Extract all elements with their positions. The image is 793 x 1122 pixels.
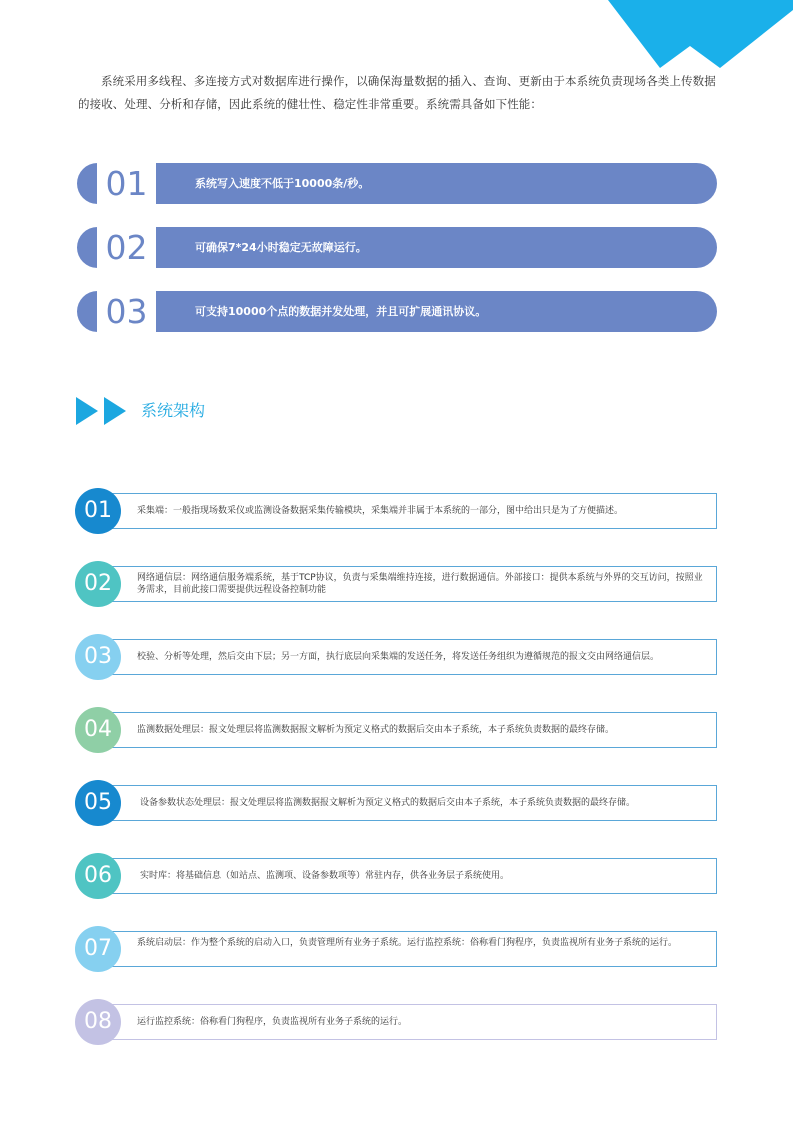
performance-text: 系统写入速度不低于10000条/秒。: [195, 177, 370, 190]
architecture-text: 系统启动层：作为整个系统的启动入口，负责管理所有业务子系统。运行监控系统：俗称看门狗程序，负责监视所有业务子系统的运行。: [137, 938, 678, 948]
architecture-number-badge: 02: [75, 561, 121, 607]
architecture-text: 校验、分析等处理，然后交由下层；另一方面，执行底层向采集端的发送任务，将发送任务组织为遵循规范的报文交由网络通信层。: [137, 652, 660, 662]
double-arrow-icon: [76, 397, 130, 425]
architecture-text: 设备参数状态处理层：报文处理层将监测数据报文解析为预定义格式的数据后交由本子系统，本子系统负责数据的最终存储。: [140, 798, 636, 808]
architecture-text: 网络通信层：网络通信服务端系统，基于TCP协议，负责与采集端维持连接，进行数据通信。外部接口：提供本系统与外界的交互访问，按照业务需求，目前此接口需要提供远程设备控制功能: [137, 573, 703, 595]
architecture-text: 实时库：将基础信息（如站点、监测项、设备参数项等）常驻内存，供各业务层子系统使用。: [140, 871, 510, 881]
architecture-number-badge: 05: [75, 780, 121, 826]
architecture-number-badge: 07: [75, 926, 121, 972]
corner-chevron-decoration: [0, 0, 793, 70]
architecture-number-badge: 03: [75, 634, 121, 680]
intro-paragraph: 系统采用多线程、多连接方式对数据库进行操作，以确保海量数据的插入、查询、更新由于本系统负责现场各类上传数据的接收、处理、分析和存储，因此系统的健壮性、稳定性非常重要。系统需具备如下性能：: [78, 74, 716, 111]
architecture-number-badge: 08: [75, 999, 121, 1045]
performance-item: [77, 227, 717, 268]
performance-text: 可支持10000个点的数据并发处理，并且可扩展通讯协议。: [195, 305, 487, 318]
performance-number: 01: [97, 163, 156, 204]
performance-item: [77, 163, 717, 204]
architecture-text: 运行监控系统：俗称看门狗程序，负责监视所有业务子系统的运行。: [137, 1017, 408, 1027]
architecture-number-badge: 04: [75, 707, 121, 753]
architecture-number-badge: 01: [75, 488, 121, 534]
section-title: 系统架构: [141, 401, 206, 420]
performance-text: 可确保7*24小时稳定无故障运行。: [195, 241, 367, 254]
architecture-text: 采集端：一般指现场数采仪或监测设备数据采集传输模块，采集端并非属于本系统的一部分，图中给出只是为了方便描述。: [137, 506, 624, 516]
architecture-number-badge: 06: [75, 853, 121, 899]
performance-number: 02: [97, 227, 156, 268]
performance-number: 03: [97, 291, 156, 332]
architecture-text: 监测数据处理层：报文处理层将监测数据报文解析为预定义格式的数据后交由本子系统，本子系统负责数据的最终存储。: [137, 725, 615, 735]
